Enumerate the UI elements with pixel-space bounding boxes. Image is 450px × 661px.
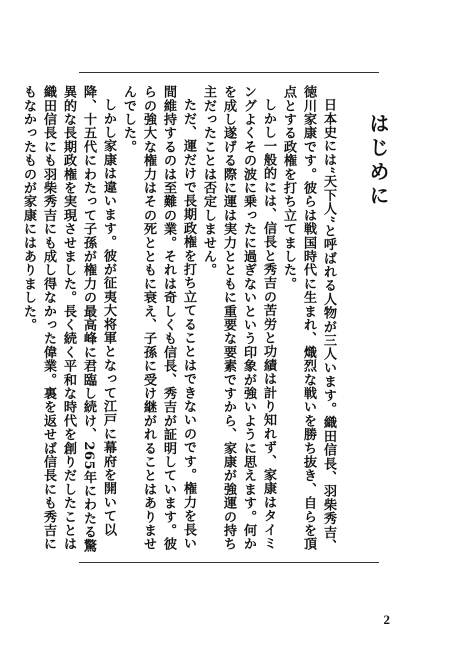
top-rule (79, 72, 379, 73)
bottom-rule (79, 562, 379, 563)
page-number: 2 (383, 612, 390, 627)
paragraph: しかし一般的には、信長と秀吉の苦労と功績は計り知れず、家康はタイミングよくその波に乗ったに過ぎないという印象が強いように思えます。何かを成し遂げる際に運は実力とともに重要な要素ですから、家康が強運の持ち主だったことは否定しません。 (201, 85, 276, 551)
paragraph: しかし家康は違います。彼が征夷大将軍となって江戸に幕府を開いて以降、十五代にわたって子孫が権力の最高峰に君臨し続け、265年にわたる驚異的な長期政権を実現させました。長く続く平和な時代を創りだしたことは織田信長にも羽柴秀吉にも成し得なかった偉業。裏を返せば信長にも秀吉にもなかったものが家康にはありました。 (21, 85, 116, 553)
paragraph: ただ、運だけで長期政権を打ち立てることはできないのです。権力を長い間維持するのは至難の業。それは奇しくも信長、秀吉が証明しています。彼らの強大な権力はその死とともに衰え、子孫に受け継がれることはありませんでした。 (121, 85, 196, 551)
chapter-title: はじめに (366, 113, 390, 209)
paragraph: 日本史には“天下人”と呼ばれる人物が三人います。織田信長、羽柴秀吉、徳川家康です。彼らは戦国時代に生まれ、熾烈な戦いを勝ち抜き、自らを頂点とする政権を打ち立てました。 (281, 85, 336, 553)
vertical-text-block (21, 85, 390, 555)
